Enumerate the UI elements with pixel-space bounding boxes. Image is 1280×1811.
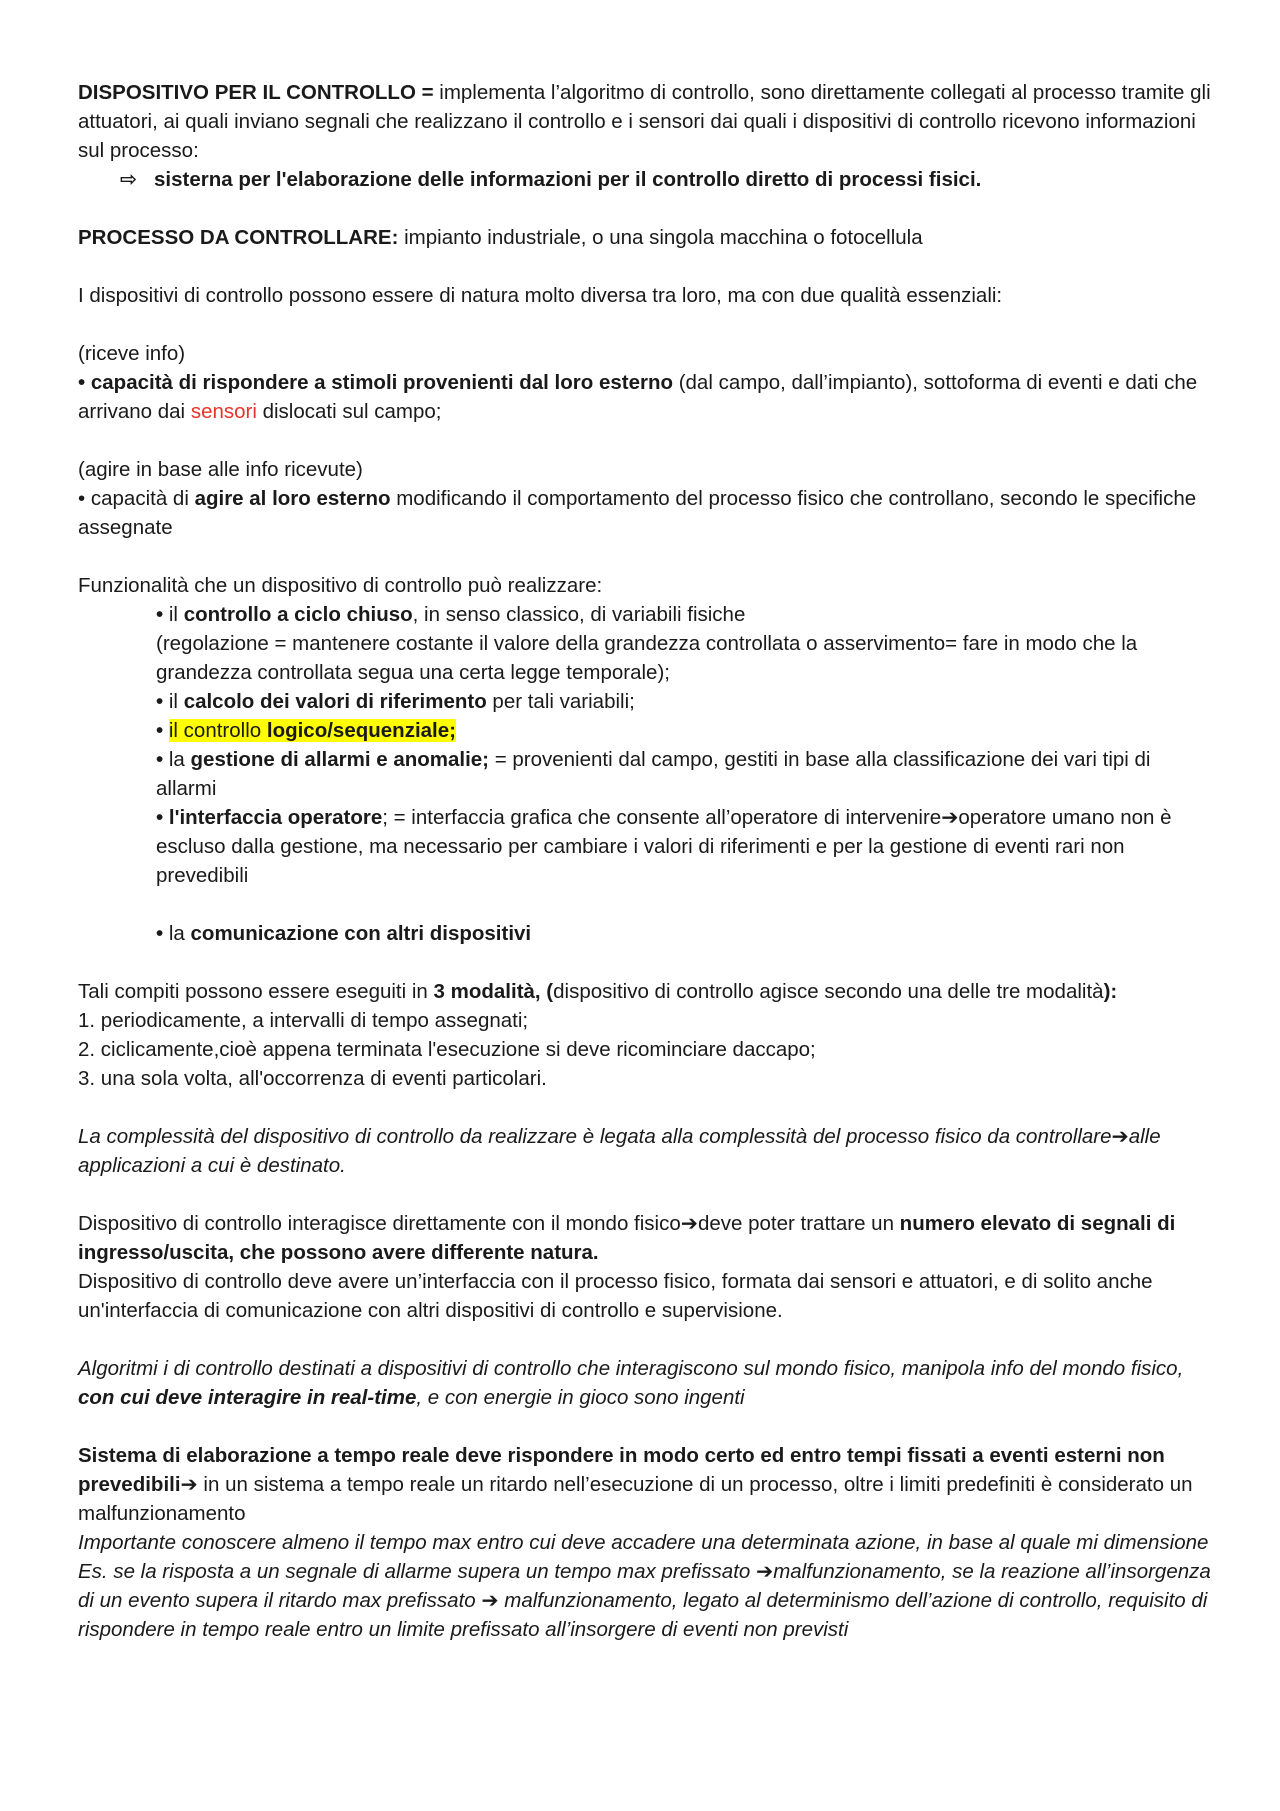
arrow-right-icon: ➔ xyxy=(481,1589,499,1612)
paragraph-modalita: Tali compiti possono essere eseguiti in 3 modalità, (dispositivo di controllo agisce secondo una delle tre modalità): xyxy=(78,980,1118,1003)
arrow-right-icon: ➔ xyxy=(680,1212,698,1235)
arrow-right-icon: ➔ xyxy=(756,1560,774,1583)
modalita-item-1: 1. periodicamente, a intervalli di tempo assegnati; xyxy=(78,1009,529,1032)
term-dispositivo: DISPOSITIVO PER IL CONTROLLO = xyxy=(78,81,434,104)
paragraph-importante: Importante conoscere almeno il tempo max entro cui deve accadere una determinata azione, in base al quale mi dimensione xyxy=(78,1531,1209,1554)
list-item-calcolo: • il calcolo dei valori di riferimento per tali variabili; xyxy=(156,690,635,713)
modalita-item-3: 3. una sola volta, all'occorrenza di eventi particolari. xyxy=(78,1067,547,1090)
highlight-sensori: sensori xyxy=(190,400,257,423)
bullet-sistema: ⇨ sisterna per l'elaborazione delle informazioni per il controllo diretto di processi fisici. xyxy=(78,165,1213,194)
paragraph-algoritmi: Algoritmi i di controllo destinati a dispositivi di controllo che interagiscono sul mondo fisico, manipola info del mondo fisico, con cui deve interagire in real-time, e con energie in gioco sono ingenti xyxy=(78,1357,1184,1409)
bullet-capacita-rispondere: • capacità di rispondere a stimoli provenienti dal loro esterno (dal campo, dall’impianto), sottoforma di eventi e dati che arrivano dai sensori dislocati sul campo; xyxy=(78,371,1198,423)
paragraph-dispositivo: DISPOSITIVO PER IL CONTROLLO = implementa l’algoritmo di controllo, sono direttamente collegati al processo tramite gli attuatori, ai quali inviano segnali che realizzano il controllo e i sensori dai quali i dispositivi di controllo ricevono informazioni sul processo: xyxy=(78,81,1211,162)
funzionalita-intro: Funzionalità che un dispositivo di controllo può realizzare: xyxy=(78,574,603,597)
list-item-comunicazione: • la comunicazione con altri dispositivi xyxy=(156,922,532,945)
paragraph-processo: PROCESSO DA CONTROLLARE: impianto industriale, o una singola macchina o fotocellula xyxy=(78,226,923,249)
highlight-controllo-logico: il controllo logico/sequenziale; xyxy=(168,719,456,742)
arrow-right-icon: ⇨ xyxy=(120,168,138,191)
arrow-right-icon: ➔ xyxy=(180,1473,198,1496)
list-item-allarmi: • la gestione di allarmi e anomalie; = provenienti dal campo, gestiti in base alla classificazione dei vari tipi di allarmi xyxy=(156,748,1151,800)
paragraph-qualita: I dispositivi di controllo possono essere di natura molto diversa tra loro, ma con due qualità essenziali: xyxy=(78,284,1003,307)
paragraph-interfaccia-processo: Dispositivo di controllo deve avere un’interfaccia con il processo fisico, formata dai sensori e attuatori, e di solito anche un'interfaccia di comunicazione con altri dispositivi di controllo e supervisione. xyxy=(78,1270,1153,1322)
document-body xyxy=(78,78,1213,1644)
paragraph-mondo-fisico: Dispositivo di controllo interagisce direttamente con il mondo fisico➔deve poter trattare un numero elevato di segnali di ingresso/uscita, che possono avere differente natura. xyxy=(78,1212,1176,1264)
arrow-right-icon: ➔ xyxy=(941,806,959,829)
list-item-controllo-logico: • il controllo logico/sequenziale; xyxy=(156,719,456,742)
modalita-item-2: 2. ciclicamente,cioè appena terminata l'esecuzione si deve ricominciare daccapo; xyxy=(78,1038,816,1061)
label-agire: (agire in base alle info ricevute) xyxy=(78,458,363,481)
bullet-capacita-agire: • capacità di agire al loro esterno modificando il comportamento del processo fisico che controllano, secondo le specifiche assegnate xyxy=(78,487,1197,539)
list-item-interfaccia: • l'interfaccia operatore; = interfaccia grafica che consente all’operatore di intervenire➔operatore umano non è escluso dalla gestione, ma necessario per cambiare i valori di riferimenti e per la gestione di eventi rari non prevedibili xyxy=(156,806,1172,887)
term-processo: PROCESSO DA CONTROLLARE: xyxy=(78,226,399,249)
arrow-right-icon: ➔ xyxy=(1111,1125,1129,1148)
paragraph-complessita: La complessità del dispositivo di controllo da realizzare è legata alla complessità del processo fisico da controllare➔alle applicazioni a cui è destinato. xyxy=(78,1125,1161,1177)
list-item-ciclo-chiuso: • il controllo a ciclo chiuso, in senso classico, di variabili fisiche xyxy=(156,603,746,626)
paragraph-tempo-reale: Sistema di elaborazione a tempo reale deve rispondere in modo certo ed entro tempi fissati a eventi esterni non prevedibili➔ in un sistema a tempo reale un ritardo nell’esecuzione di un processo, oltre i limiti predefiniti è considerato un malfunzionamento xyxy=(78,1444,1193,1525)
label-riceve-info: (riceve info) xyxy=(78,342,186,365)
list-item-regolazione: (regolazione = mantenere costante il valore della grandezza controllata o asservimento= fare in modo che la grandezza controllata segua una certa legge temporale); xyxy=(156,632,1138,684)
paragraph-esempio: Es. se la risposta a un segnale di allarme supera un tempo max prefissato ➔malfunzionamento, se la reazione all’insorgenza di un evento supera il ritardo max prefissato ➔ malfunzionamento, legato al determinismo dell’azione di controllo, requisito di rispondere in tempo reale entro un limite prefissato all’insorgere di eventi non previsti xyxy=(78,1560,1211,1641)
